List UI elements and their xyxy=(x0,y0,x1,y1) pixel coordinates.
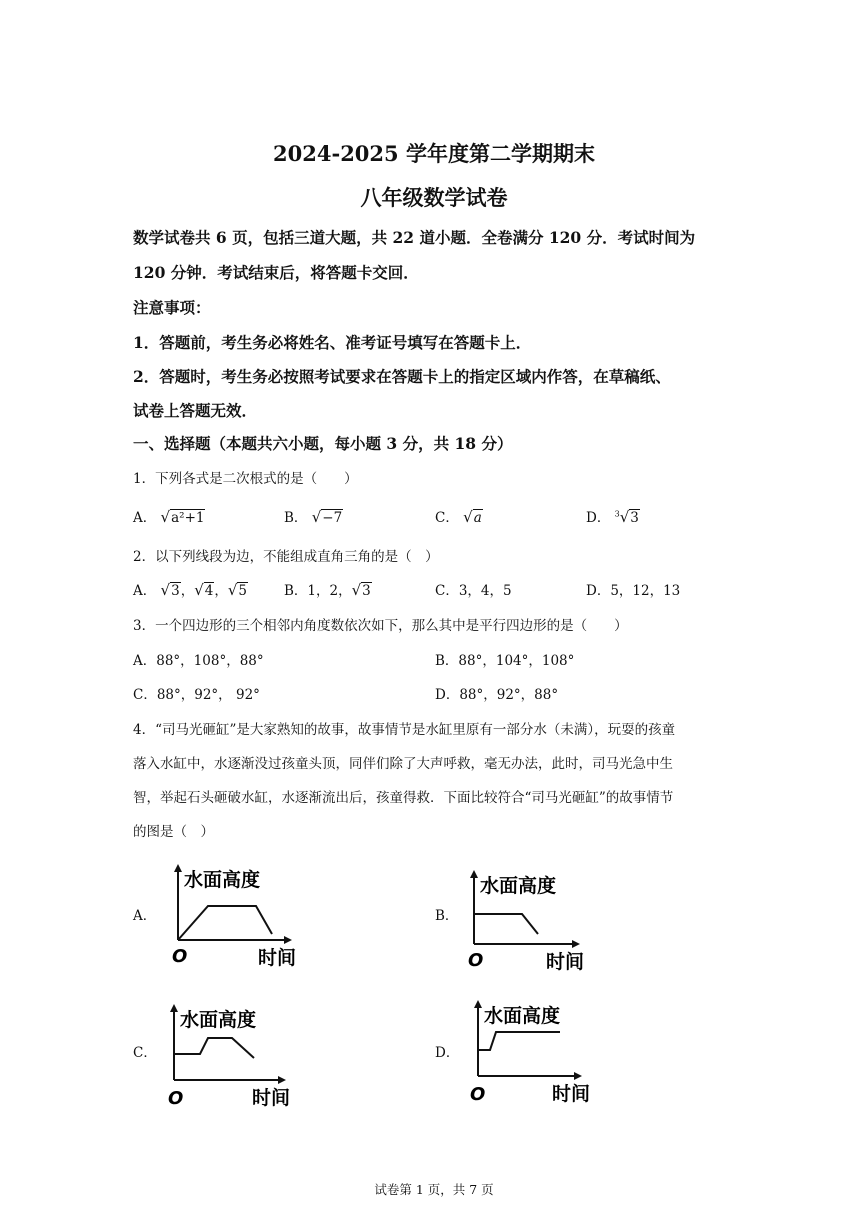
radicand: −7 xyxy=(322,510,343,526)
radicand: a²+1 xyxy=(171,510,205,526)
radicand: 3 xyxy=(630,510,639,526)
x-axis-arrow xyxy=(574,1072,582,1080)
q4-option-d-label: D． xyxy=(435,1045,460,1061)
water-level-line xyxy=(478,1032,560,1050)
q3-option-a: A．88°，108°，88° xyxy=(133,653,264,669)
q1-option-c xyxy=(435,506,483,526)
question-1-stem: 1．下列各式是二次根式的是（ ） xyxy=(133,471,358,487)
question-3-stem: 3．一个四边形的三个相邻内角度数依次如下，那么其中是平行四边形的是（ ） xyxy=(133,618,628,634)
separator: ， xyxy=(214,583,228,599)
y-axis-arrow xyxy=(470,870,478,878)
intro-line-2: 120 分钟．考试结束后，将答题卡交回． xyxy=(133,263,419,282)
intro-line-1: 数学试卷共 6 页，包括三道大题，共 22 道小题．全卷满分 120 分．考试时间为 xyxy=(133,228,696,247)
sqrt-expression: √4 xyxy=(194,581,214,599)
x-axis-arrow xyxy=(278,1076,286,1084)
q1-option-d xyxy=(586,506,640,526)
option-label: B． xyxy=(284,583,308,599)
y-axis-arrow xyxy=(170,1004,178,1012)
notice-item-2-line-2: 试卷上答题无效． xyxy=(133,401,258,420)
sqrt-expression: √a xyxy=(463,508,482,526)
q4-graph-c xyxy=(164,1000,309,1112)
option-text: 5，12，13 xyxy=(610,583,681,599)
q2-option-c xyxy=(435,579,512,599)
q4-option-a-label: A． xyxy=(133,908,157,924)
radicand: 5 xyxy=(238,583,248,599)
x-axis-label: 时间 xyxy=(552,1083,591,1105)
y-axis-arrow xyxy=(174,864,182,872)
sqrt-expression: √3 xyxy=(160,581,180,599)
option-label: C． xyxy=(435,583,459,599)
q4-graph-a xyxy=(168,862,313,972)
y-axis-label: 水面高度 xyxy=(484,1005,561,1027)
water-level-line xyxy=(178,906,272,940)
notice-item-1: 1．答题前，考生务必将姓名、准考证号填写在答题卡上． xyxy=(133,333,532,352)
y-axis-label: 水面高度 xyxy=(184,869,261,891)
option-label: B． xyxy=(284,510,308,526)
y-axis-arrow xyxy=(474,1000,482,1008)
q4-graph-b xyxy=(466,866,596,976)
q2-option-b xyxy=(284,579,372,599)
origin-label: O xyxy=(470,1084,486,1105)
exam-subtitle: 八年级数学试卷 xyxy=(360,185,508,210)
cube-root-expression: $^3$√3 xyxy=(614,508,639,526)
question-4-line-1: 4．“司马光砸缸”是大家熟知的故事，故事情节是水缸里原有一部分水（未满），玩耍的孩童 xyxy=(133,722,676,738)
x-axis-arrow xyxy=(572,940,580,948)
sqrt-expression: √5 xyxy=(227,581,248,599)
q3-option-d: D．88°，92°，88° xyxy=(435,687,559,703)
root-index: 3 xyxy=(614,509,620,519)
sqrt-expression: √a²+1 xyxy=(160,508,205,526)
option-text: 3，4，5 xyxy=(458,583,512,599)
q4-option-b-label: B． xyxy=(435,908,459,924)
x-axis-label: 时间 xyxy=(258,947,297,969)
section-heading: 一、选择题（本题共六小题，每小题 3 分，共 18 分） xyxy=(133,434,513,453)
option-label: A． xyxy=(133,583,157,599)
x-axis-label: 时间 xyxy=(252,1087,291,1109)
x-axis-arrow xyxy=(284,936,292,944)
q1-option-b xyxy=(284,506,343,526)
q3-option-b: B．88°，104°，108° xyxy=(435,653,575,669)
notice-item-2-line-1: 2．答题时，考生务必按照考试要求在答题卡上的指定区域内作答，在草稿纸、 xyxy=(133,367,671,386)
origin-label: O xyxy=(168,1088,184,1109)
y-axis-label: 水面高度 xyxy=(480,875,557,897)
q1-option-a xyxy=(133,506,205,526)
q4-option-c-label: C． xyxy=(133,1045,157,1061)
radicand: 3 xyxy=(362,583,371,599)
y-axis-label: 水面高度 xyxy=(180,1009,257,1031)
q4-graph-d xyxy=(468,996,603,1108)
x-axis-label: 时间 xyxy=(546,951,585,973)
page-footer: 试卷第 1 页，共 7 页 xyxy=(374,1182,494,1197)
q3-option-c: C．88°，92°， 92° xyxy=(133,687,260,703)
q2-option-d xyxy=(586,579,680,599)
origin-label: O xyxy=(468,950,484,971)
exam-title: 2024-2025 学年度第二学期期末 xyxy=(273,141,595,166)
question-4-line-4: 的图是（ ） xyxy=(133,824,214,840)
option-label: D． xyxy=(586,583,611,599)
q2-option-a xyxy=(133,579,248,599)
question-4-line-2: 落入水缸中，水逐渐没过孩童头顶，同伴们除了大声呼救，毫无办法，此时，司马光急中生 xyxy=(133,756,673,772)
sqrt-expression: √3 xyxy=(351,581,371,599)
sqrt-expression: √−7 xyxy=(311,508,343,526)
separator: ， xyxy=(180,583,195,599)
origin-label: O xyxy=(172,946,188,967)
radicand: 3 xyxy=(171,583,180,599)
radicand: a xyxy=(473,510,482,526)
water-level-line xyxy=(174,1038,254,1058)
notice-heading: 注意事项： xyxy=(133,298,211,317)
option-text: 1，2， xyxy=(307,583,352,599)
radicand: 4 xyxy=(204,583,214,599)
water-level-line xyxy=(474,914,538,934)
option-label: D． xyxy=(586,510,611,526)
question-4-line-3: 智，举起石头砸破水缸，水逐渐流出后，孩童得救．下面比较符合“司马光砸缸”的故事情节 xyxy=(133,790,674,806)
question-2-stem: 2．以下列线段为边，不能组成直角三角的是（ ） xyxy=(133,549,439,565)
option-label: C． xyxy=(435,510,459,526)
option-label: A． xyxy=(133,510,157,526)
